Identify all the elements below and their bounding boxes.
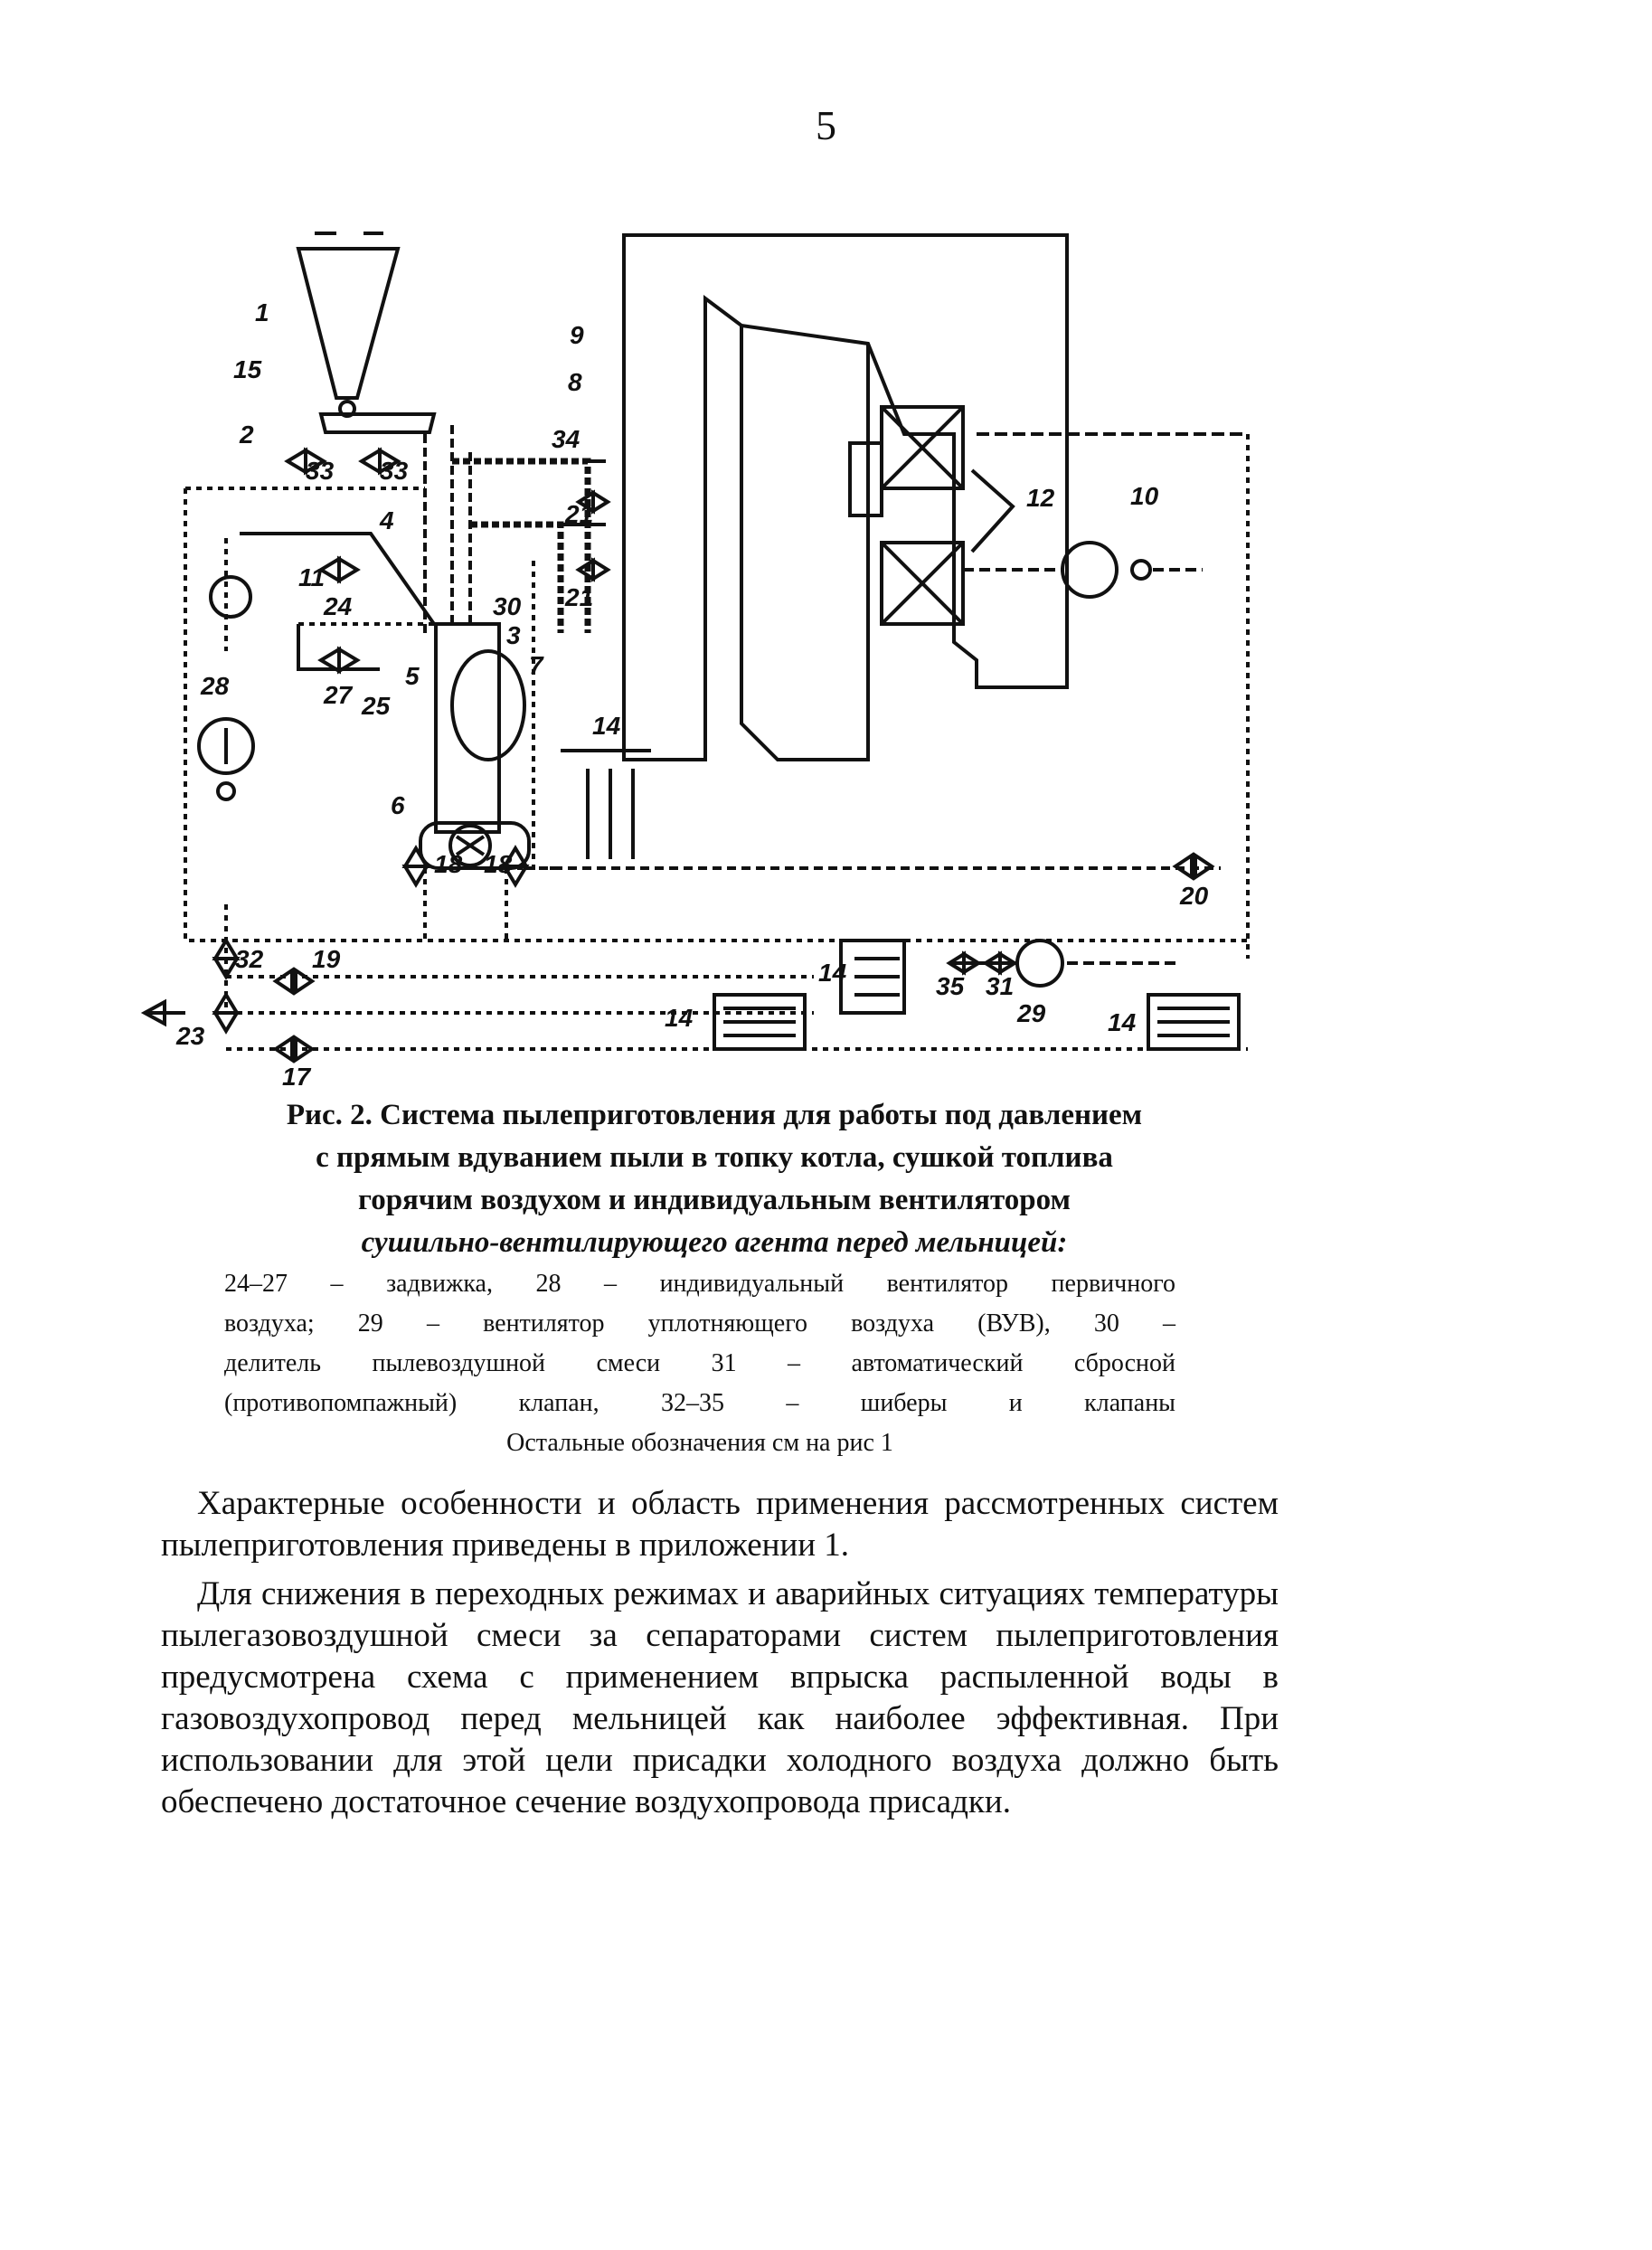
page-number: 5 bbox=[816, 102, 836, 148]
label-33a: 33 bbox=[306, 457, 335, 485]
caption-line-1: Рис. 2. Система пылеприготовления для работы под давлением bbox=[286, 1099, 1143, 1131]
label-21a: 21 bbox=[565, 500, 594, 528]
figure-caption bbox=[181, 1094, 1248, 1264]
label-19: 19 bbox=[312, 945, 341, 973]
caption-line-2: с прямым вдуванием пыли в топку котла, сушкой топлива bbox=[316, 1141, 1113, 1174]
heat-exchanger-14b bbox=[714, 995, 805, 1049]
fan-10 bbox=[1062, 543, 1117, 597]
label-6: 6 bbox=[391, 791, 405, 819]
legend-line-5: Остальные обозначения см на рис 1 bbox=[506, 1429, 893, 1457]
label-18b: 18 bbox=[484, 850, 513, 878]
label-3: 3 bbox=[506, 621, 521, 649]
label-30: 30 bbox=[493, 592, 522, 620]
label-20: 20 bbox=[1180, 882, 1209, 910]
label-12: 12 bbox=[1026, 484, 1055, 512]
label-4: 4 bbox=[380, 506, 394, 534]
label-34: 34 bbox=[552, 425, 581, 453]
label-2: 2 bbox=[240, 421, 254, 449]
label-33b: 33 bbox=[380, 457, 409, 485]
label-9: 9 bbox=[570, 321, 584, 349]
label-5: 5 bbox=[405, 662, 420, 690]
label-10: 10 bbox=[1130, 482, 1159, 510]
label-14b: 14 bbox=[665, 1004, 694, 1032]
figure-legend-line-5 bbox=[224, 1423, 1175, 1463]
body-paragraph-2: Для снижения в переходных режимах и аварийных ситуациях температуры пылегазовоздушной смеси за сепараторами систем пылеприготовления предусмотрена схема с применением впрыска распыленной воды в газовоздухопровод перед мельницей как наиболее эффективная. При использовании для этой цели присадки холодного воздуха должно быть обеспечено достаточное сечение воздухопровода присадки. bbox=[161, 1575, 1279, 1820]
legend-line-1: 24–27 – задвижка, 28 – индивидуальный вентилятор первичного bbox=[224, 1270, 1175, 1298]
label-29: 29 bbox=[1017, 999, 1046, 1027]
label-14a: 14 bbox=[592, 712, 621, 740]
caption-line-4: сушильно-вентилирующего агента перед мельницей: bbox=[361, 1226, 1068, 1259]
label-32: 32 bbox=[235, 945, 264, 973]
label-7: 7 bbox=[529, 651, 543, 679]
boiler-inner-wall bbox=[741, 326, 868, 760]
label-14d: 14 bbox=[1108, 1008, 1137, 1036]
fan-29 bbox=[1017, 941, 1062, 986]
label-11: 11 bbox=[298, 563, 326, 591]
legend-line-3: делитель пылевоздушной смеси 31 – автоматический сбросной bbox=[224, 1349, 1175, 1377]
body-paragraph-1: Характерные особенности и область применения рассмотренных систем пылеприготовления приведены в приложении 1. bbox=[161, 1485, 1279, 1564]
schematic-diagram bbox=[0, 0, 1652, 1085]
label-14c: 14 bbox=[818, 959, 847, 987]
label-28: 28 bbox=[201, 672, 230, 700]
caption-line-3: горячим воздухом и индивидуальным вентилятором bbox=[358, 1184, 1071, 1216]
heat-exchanger-14c bbox=[1148, 995, 1239, 1049]
legend-line-2: воздуха; 29 – вентилятор уплотняющего воздуха (ВУВ), 30 – bbox=[224, 1309, 1175, 1338]
label-31: 31 bbox=[986, 972, 1015, 1000]
label-18a: 18 bbox=[434, 850, 463, 878]
label-24: 24 bbox=[324, 592, 353, 620]
feeder-2 bbox=[321, 414, 434, 432]
fan-11 bbox=[211, 577, 250, 617]
label-8: 8 bbox=[568, 368, 582, 396]
label-27: 27 bbox=[324, 681, 353, 709]
label-1: 1 bbox=[255, 298, 269, 326]
burners-14 bbox=[561, 751, 651, 859]
bunker-1 bbox=[298, 233, 398, 416]
label-23: 23 bbox=[176, 1022, 205, 1050]
label-35: 35 bbox=[936, 972, 965, 1000]
mill-6 bbox=[420, 624, 529, 868]
label-15: 15 bbox=[233, 355, 262, 383]
figure-labels bbox=[175, 298, 1209, 1085]
legend-line-4: (противопомпажный) клапан, 32–35 – шиберы и клапаны bbox=[224, 1389, 1175, 1417]
figure-legend bbox=[224, 1264, 1175, 1384]
figure-legend-line-4 bbox=[224, 1384, 1175, 1423]
label-17: 17 bbox=[282, 1063, 311, 1085]
label-21b: 21 bbox=[565, 583, 594, 611]
label-25: 25 bbox=[362, 692, 391, 720]
heat-exchanger-14a bbox=[841, 941, 904, 1013]
